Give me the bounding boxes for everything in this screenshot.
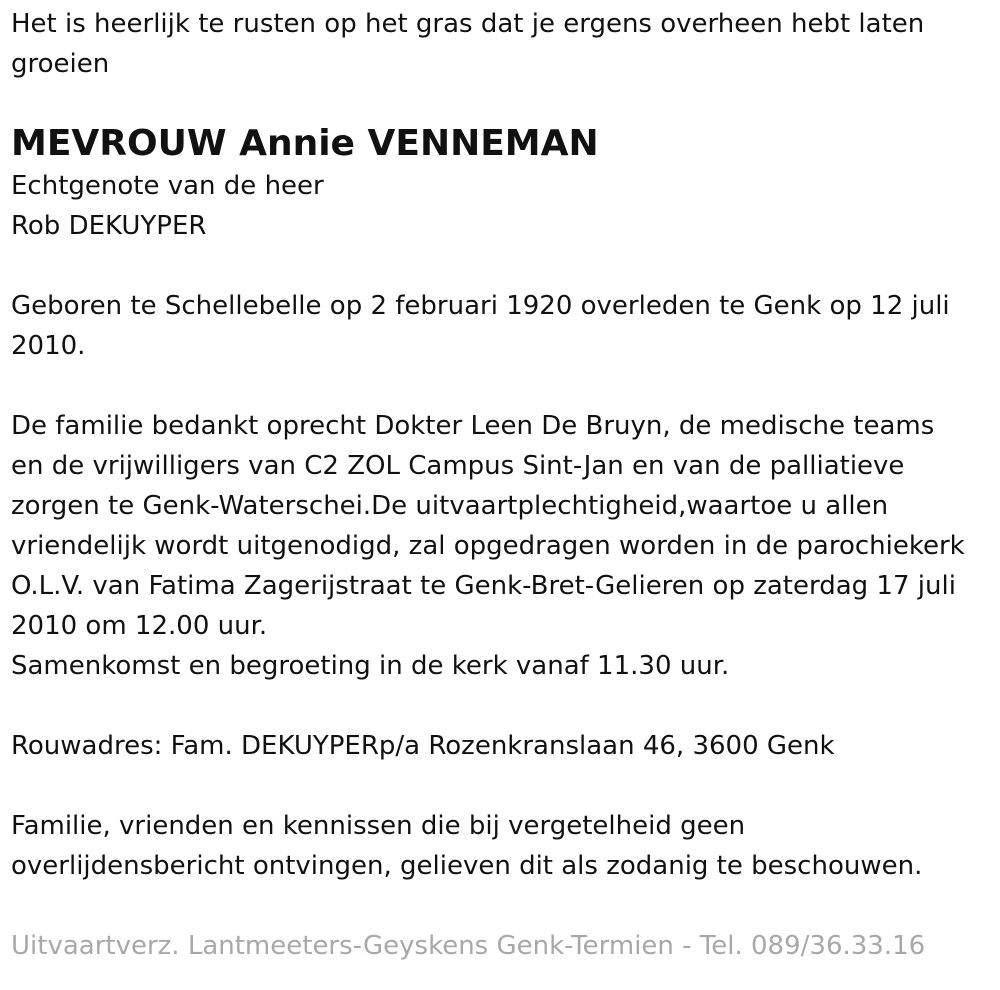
mourning-address: Rouwadres: Fam. DEKUYPERp/a Rozenkranslaan 46, 3600 Genk bbox=[11, 731, 835, 761]
gathering-text: Samenkomst en begroeting in de kerk vanaf 11.30 uur. bbox=[11, 651, 730, 681]
thanks-text: De familie bedankt oprecht Dokter Leen De Bruyn, de medische teams en de vrijwilligers van C2 ZOL Campus Sint-Jan en van de palliatieve zorgen te Genk-Waterschei.De uitvaartplechtigheid,waartoe u allen vriendelijk wordt uitgenodigd, zal opgedragen worden in de parochiekerk O.L.V. van Fatima Zagerijstraat te Genk-Bret-Gelieren op zaterdag 17 juli 2010 om 12.00 uur. bbox=[11, 411, 965, 641]
funeral-home-footer: Uitvaartverz. Lantmeeters-Geyskens Genk-Termien - Tel. 089/36.33.16 bbox=[11, 931, 926, 961]
spouse-line-1: Echtgenote van de heer bbox=[11, 171, 324, 201]
deceased-name: MEVROUW Annie VENNEMAN bbox=[11, 123, 599, 164]
notice-text: Familie, vrienden en kennissen die bij vergetelheid geen overlijdensbericht ontvingen, gelieven dit als zodanig te beschouwen. bbox=[11, 811, 923, 881]
birth-death-text: Geboren te Schellebelle op 2 februari 1920 overleden te Genk op 12 juli 2010. bbox=[11, 291, 950, 361]
spouse-line-2: Rob DEKUYPER bbox=[11, 211, 207, 241]
motto-text: Het is heerlijk te rusten op het gras dat je ergens overheen hebt laten groeien bbox=[11, 9, 925, 79]
